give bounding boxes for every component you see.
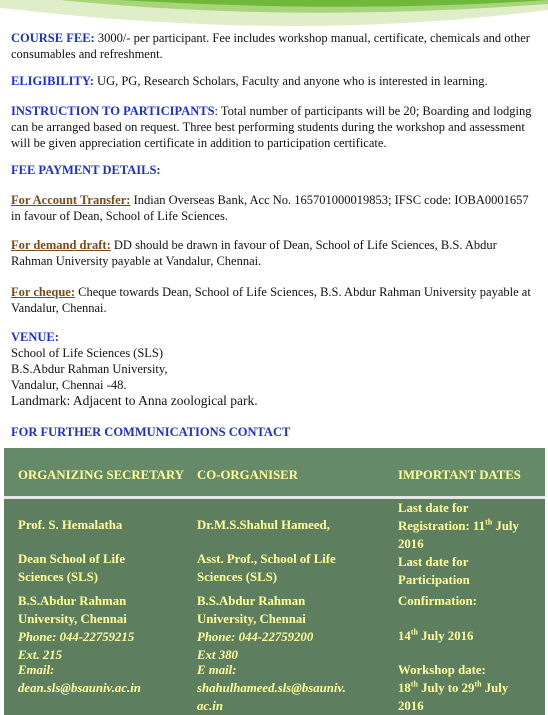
account-transfer-section — [11, 192, 539, 224]
venue-line-1: School of Life Sciences (SLS) — [11, 346, 164, 360]
date-registration-3: 2016 — [398, 537, 424, 551]
demand-draft-section — [11, 237, 539, 269]
secretary-email-label: Email: — [18, 663, 55, 677]
header-important-dates: IMPORTANT DATES — [398, 468, 521, 482]
instruction-section — [11, 103, 539, 151]
coorganiser-role-1: Asst. Prof., School of Life — [197, 552, 336, 566]
eligibility-label: ELIGIBILITY: — [11, 74, 94, 88]
secretary-email[interactable]: dean.sls@bsauniv.ac.in — [18, 681, 141, 695]
table-header-divider — [4, 496, 545, 499]
coorganiser-role-2: Sciences (SLS) — [197, 570, 277, 584]
date-workshop-label: Workshop date: — [398, 663, 486, 677]
fee-payment-heading: FEE PAYMENT DETAILS: — [11, 163, 161, 177]
cheque-section — [11, 284, 539, 316]
venue-line-3: Vandalur, Chennai -48. — [11, 378, 127, 392]
account-transfer-label: For Account Transfer: — [11, 193, 131, 207]
instruction-label: INSTRUCTION TO PARTICIPANTS — [11, 104, 215, 118]
date-participation-2: Participation — [398, 573, 470, 587]
header-organizing-secretary: ORGANIZING SECRETARY — [18, 468, 185, 482]
header-co-organiser: CO-ORGANISER — [197, 468, 298, 482]
secretary-role-2: Sciences (SLS) — [18, 570, 98, 584]
date-registration-1: Last date for — [398, 501, 469, 515]
course-fee-section — [11, 30, 539, 62]
demand-draft-text: DD should be drawn in favour of Dean, School of Life Sciences, B.S. Abdur Rahman University payable at Vandalur, Chennai. — [11, 238, 497, 268]
date-confirmation-label: Confirmation: — [398, 594, 477, 608]
coorganiser-org-2: University, Chennai — [197, 612, 306, 626]
cheque-label: For cheque: — [11, 285, 75, 299]
secretary-phone: Phone: 044-22759215 — [18, 630, 135, 644]
date-registration-2: Registration: 11th July — [398, 517, 519, 533]
venue-landmark: Landmark: Adjacent to Anna zoological park. — [11, 393, 258, 408]
coorganiser-email-2[interactable]: ac.in — [197, 699, 223, 713]
date-workshop-year: 2016 — [398, 699, 424, 713]
instruction-text: : Total number of participants will be 20; Boarding and lodging can be arranged based on request. Three best performing students during the workshop and assessment will be given appreciation certificate in addition to participation certificate. — [11, 104, 532, 150]
coorganiser-name: Dr.M.S.Shahul Hameed, — [197, 518, 330, 532]
coorganiser-ext: Ext 380 — [197, 648, 238, 662]
secretary-name: Prof. S. Hemalatha — [18, 518, 123, 532]
eligibility-section — [11, 73, 539, 89]
venue-section — [11, 329, 539, 409]
coorganiser-email-label: E mail: — [197, 663, 237, 677]
date-participation-1: Last date for — [398, 555, 469, 569]
coorganiser-org-1: B.S.Abdur Rahman — [197, 594, 306, 608]
eligibility-text: UG, PG, Research Scholars, Faculty and anyone who is interested in learning. — [93, 74, 488, 88]
contact-table — [4, 448, 545, 715]
venue-line-2: B.S.Abdur Rahman University, — [11, 362, 168, 376]
demand-draft-label: For demand draft: — [11, 238, 111, 252]
secretary-org-1: B.S.Abdur Rahman — [18, 594, 127, 608]
date-workshop-range: 18th July to 29th July — [398, 679, 509, 695]
date-confirmation: 14th July 2016 — [398, 627, 474, 643]
course-fee-text: 3000/- per participant. Fee includes workshop manual, certificate, chemicals and other consumables and refreshment. — [11, 31, 530, 61]
secretary-org-2: University, Chennai — [18, 612, 127, 626]
secretary-role-1: Dean School of Life — [18, 552, 125, 566]
secretary-ext: Ext. 215 — [18, 648, 63, 662]
cheque-text: Cheque towards Dean, School of Life Sciences, B.S. Abdur Rahman University payable at Vandalur, Chennai. — [11, 285, 531, 315]
venue-heading: VENUE: — [11, 330, 59, 344]
coorganiser-email-1[interactable]: shahulhameed.sls@bsauniv. — [197, 681, 346, 695]
green-swoosh-decoration — [0, 0, 548, 30]
course-fee-label: COURSE FEE: — [11, 31, 95, 45]
account-transfer-text: Indian Overseas Bank, Acc No. 165701000019853; IFSC code: IOBA0001657 in favour of Dean, School of Life Sciences. — [11, 193, 529, 223]
coorganiser-phone: Phone: 044-22759200 — [197, 630, 314, 644]
contact-heading: FOR FURTHER COMMUNICATIONS CONTACT — [11, 425, 291, 439]
